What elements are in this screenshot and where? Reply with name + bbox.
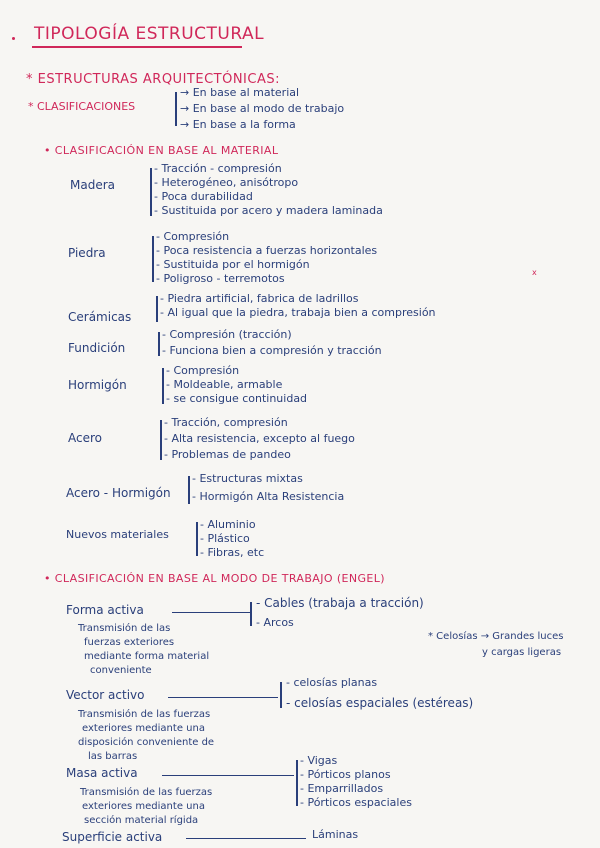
group-desc: exteriores mediante una <box>82 801 205 812</box>
group-item: - Funciona bien a compresión y tracción <box>162 344 382 357</box>
group-item: - Tracción, compresión <box>164 416 288 429</box>
brace-line <box>158 332 160 356</box>
group-item: - Al igual que la piedra, trabaja bien a compresión <box>160 306 436 319</box>
group-name: Forma activa <box>66 603 144 617</box>
material-heading: • CLASIFICACIÓN EN BASE AL MATERIAL <box>44 144 279 157</box>
group-desc: sección material rígida <box>84 815 199 826</box>
group-item: Láminas <box>312 828 359 841</box>
group-item: - Poligroso - terremotos <box>156 272 285 285</box>
group-item: - Arcos <box>256 616 294 629</box>
brace-line <box>250 602 252 626</box>
group-item: - Piedra artificial, fabrica de ladrillos <box>160 292 359 305</box>
group-item: - Aluminio <box>200 518 256 531</box>
group-item: - Cables (trabaja a tracción) <box>256 596 424 610</box>
group-item: - Moldeable, armable <box>166 378 283 391</box>
group-item: - Poca resistencia a fuerzas horizontales <box>156 244 378 257</box>
group-desc: conveniente <box>90 665 152 676</box>
group-item: - Compresión <box>166 364 240 377</box>
group-item: - Sustituida por el hormigón <box>156 258 310 271</box>
group-name: Fundición <box>68 341 126 355</box>
group-desc: Transmisión de las <box>78 623 171 634</box>
group-name: Hormigón <box>68 378 127 392</box>
group-item: - Compresión <box>156 230 230 243</box>
group-item: - Estructuras mixtas <box>192 472 303 485</box>
group-name: Masa activa <box>66 766 138 780</box>
classification-item: → En base al material <box>180 86 300 99</box>
connector-line <box>186 838 306 839</box>
connector-line <box>162 775 294 776</box>
group-desc: disposición conveniente de <box>78 737 215 748</box>
group-item: - se consigue continuidad <box>166 392 308 405</box>
group-desc: mediante forma material <box>84 651 210 662</box>
group-item: - Pórticos espaciales <box>300 796 412 809</box>
group-name: Cerámicas <box>68 310 132 324</box>
classification-item: → En base al modo de trabajo <box>180 102 345 115</box>
classification-item: → En base a la forma <box>180 118 296 131</box>
group-item: - Alta resistencia, excepto al fuego <box>164 432 355 445</box>
brace-line <box>152 236 154 282</box>
group-item: - Poca durabilidad <box>154 190 253 203</box>
brace-line <box>162 368 164 404</box>
group-desc: las barras <box>88 751 138 762</box>
group-item: - celosías espaciales (estéreas) <box>286 696 474 710</box>
brace-line <box>150 168 152 216</box>
group-item: - Hormigón Alta Resistencia <box>192 490 345 503</box>
group-desc: Transmisión de las fuerzas <box>78 709 211 720</box>
connector-line <box>172 612 250 613</box>
group-item: - Pórticos planos <box>300 768 391 781</box>
group-name: Superficie activa <box>62 830 163 844</box>
modo-heading: • CLASIFICACIÓN EN BASE AL MODO DE TRABAJO (ENGEL) <box>44 572 385 585</box>
side-note: y cargas ligeras <box>482 647 562 658</box>
title-underline <box>32 46 242 48</box>
side-note: * Celosías → Grandes luces <box>428 631 564 642</box>
group-item: - Plástico <box>200 532 250 545</box>
group-name: Piedra <box>68 246 106 260</box>
classifications-label: * CLASIFICACIONES <box>28 100 136 113</box>
brace-line <box>280 682 282 708</box>
section-heading: * ESTRUCTURAS ARQUITECTÓNICAS: <box>26 72 280 87</box>
group-item: - celosías planas <box>286 676 378 689</box>
group-item: - Problemas de pandeo <box>164 448 291 461</box>
brace-line <box>196 522 198 556</box>
group-name: Madera <box>70 178 115 192</box>
margin-dot <box>12 37 15 40</box>
brace-line <box>296 760 298 806</box>
brace-line <box>160 420 162 460</box>
group-name: Nuevos materiales <box>66 528 169 541</box>
page-title: TIPOLOGÍA ESTRUCTURAL <box>34 24 265 44</box>
group-name: Acero <box>68 431 102 445</box>
group-item: - Tracción - compresión <box>154 162 282 175</box>
group-desc: fuerzas exteriores <box>84 637 175 648</box>
group-item: - Compresión (tracción) <box>162 328 292 341</box>
connector-line <box>168 697 278 698</box>
group-desc: Transmisión de las fuerzas <box>80 787 213 798</box>
brace-line <box>175 92 177 126</box>
brace-line <box>156 296 158 322</box>
group-item: - Fibras, etc <box>200 546 265 559</box>
group-name: Vector activo <box>66 688 145 702</box>
group-item: - Heterogéneo, anisótropo <box>154 176 299 189</box>
brace-line <box>188 476 190 504</box>
group-item: - Emparrillados <box>300 782 384 795</box>
group-desc: exteriores mediante una <box>82 723 205 734</box>
group-item: - Vigas <box>300 754 338 767</box>
stray-mark: x <box>532 268 537 277</box>
group-item: - Sustituida por acero y madera laminada <box>154 204 383 217</box>
group-name: Acero - Hormigón <box>66 486 171 500</box>
